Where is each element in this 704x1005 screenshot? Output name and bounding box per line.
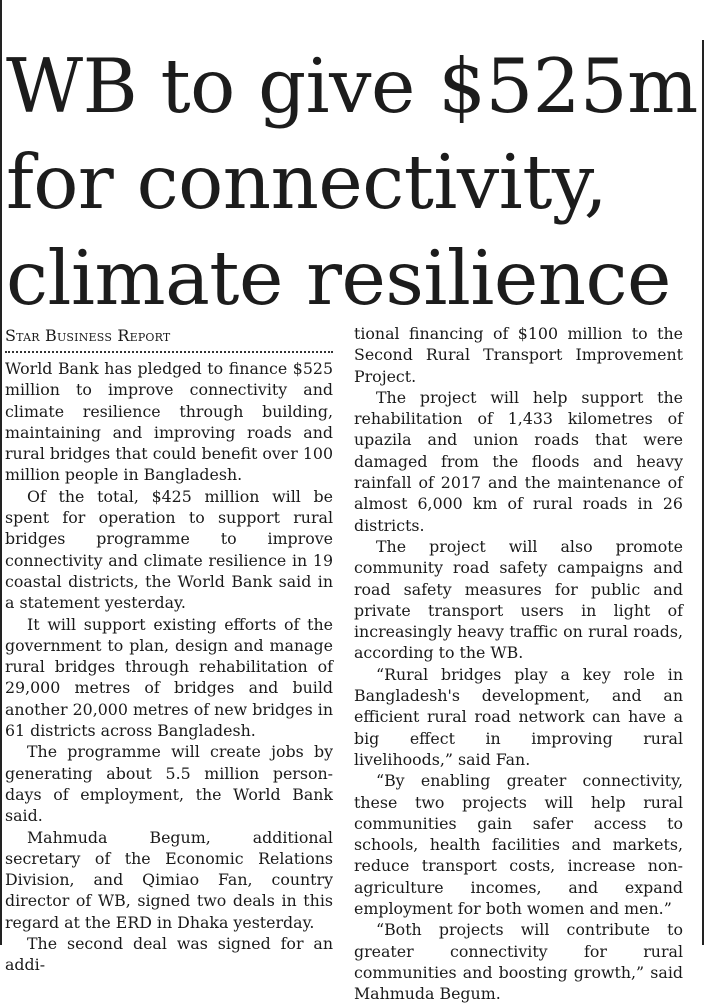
paragraph: The project will also promote community road safety campaigns and road safety measures for public and private transport users in light of increasingly heavy traffic on rural roads, according to the WB. [354,536,683,663]
byline-divider [5,351,333,353]
paragraph: World Bank has pledged to finance $525 million to improve connectivity and climate resilience through building, maintaining and improving roads and rural bridges that could benefit over 100 million people in Bangladesh. [5,359,333,485]
paragraph: It will support existing efforts of the government to plan, design and manage rural bridges through rehabilitation of 29,000 metres of bridges and build another 20,000 metres of new bridges in 61 districts across Bangladesh. [5,614,333,741]
paragraph: “By enabling greater connectivity, these two projects will help rural communities gain safer access to schools, health facilities and markets, reduce transport costs, increase non-agriculture incomes, and expand employment for both women and men.” [354,771,683,919]
headline-line-3: climate resilience [6,234,671,322]
paragraph: “Both projects will contribute to greater connectivity for rural communities and boosting growth,” said Mahmuda Begum. [354,920,683,1004]
headline-line-2: for connectivity, [6,138,608,226]
paragraph: The programme will create jobs by generating about 5.5 million person-days of employment, the World Bank said. [5,742,333,826]
paragraph: Mahmuda Begum, additional secretary of the Economic Relations Division, and Qimiao Fan, country director of WB, signed two deals in this regard at the ERD in Dhaka yesterday. [5,827,333,932]
article-column-1 [5,323,333,976]
page-edge-left [0,0,2,945]
byline: Star Business Report [5,326,171,345]
headline-line-1: WB to give $525m [6,42,698,130]
paragraph: tional financing of $100 million to the Second Rural Transport Improvement Project. [354,324,683,386]
paragraph: The second deal was signed for an addi- [5,934,333,975]
paragraph: The project will help support the rehabilitation of 1,433 kilometres of upazila and union roads that were damaged from the floods and heavy rainfall of 2017 and the maintenance of almost 6,000 km of rural roads in 26 districts. [354,387,683,535]
headline [6,38,700,326]
article-column-2 [354,323,683,1005]
paragraph: Of the total, $425 million will be spent for operation to support rural bridges programme to improve connectivity and climate resilience in 19 coastal districts, the World Bank said in a statement yesterday. [5,486,333,613]
paragraph: “Rural bridges play a key role in Bangladesh's development, and an efficient rural road network can have a big effect in improving rural livelihoods,” said Fan. [354,664,683,769]
